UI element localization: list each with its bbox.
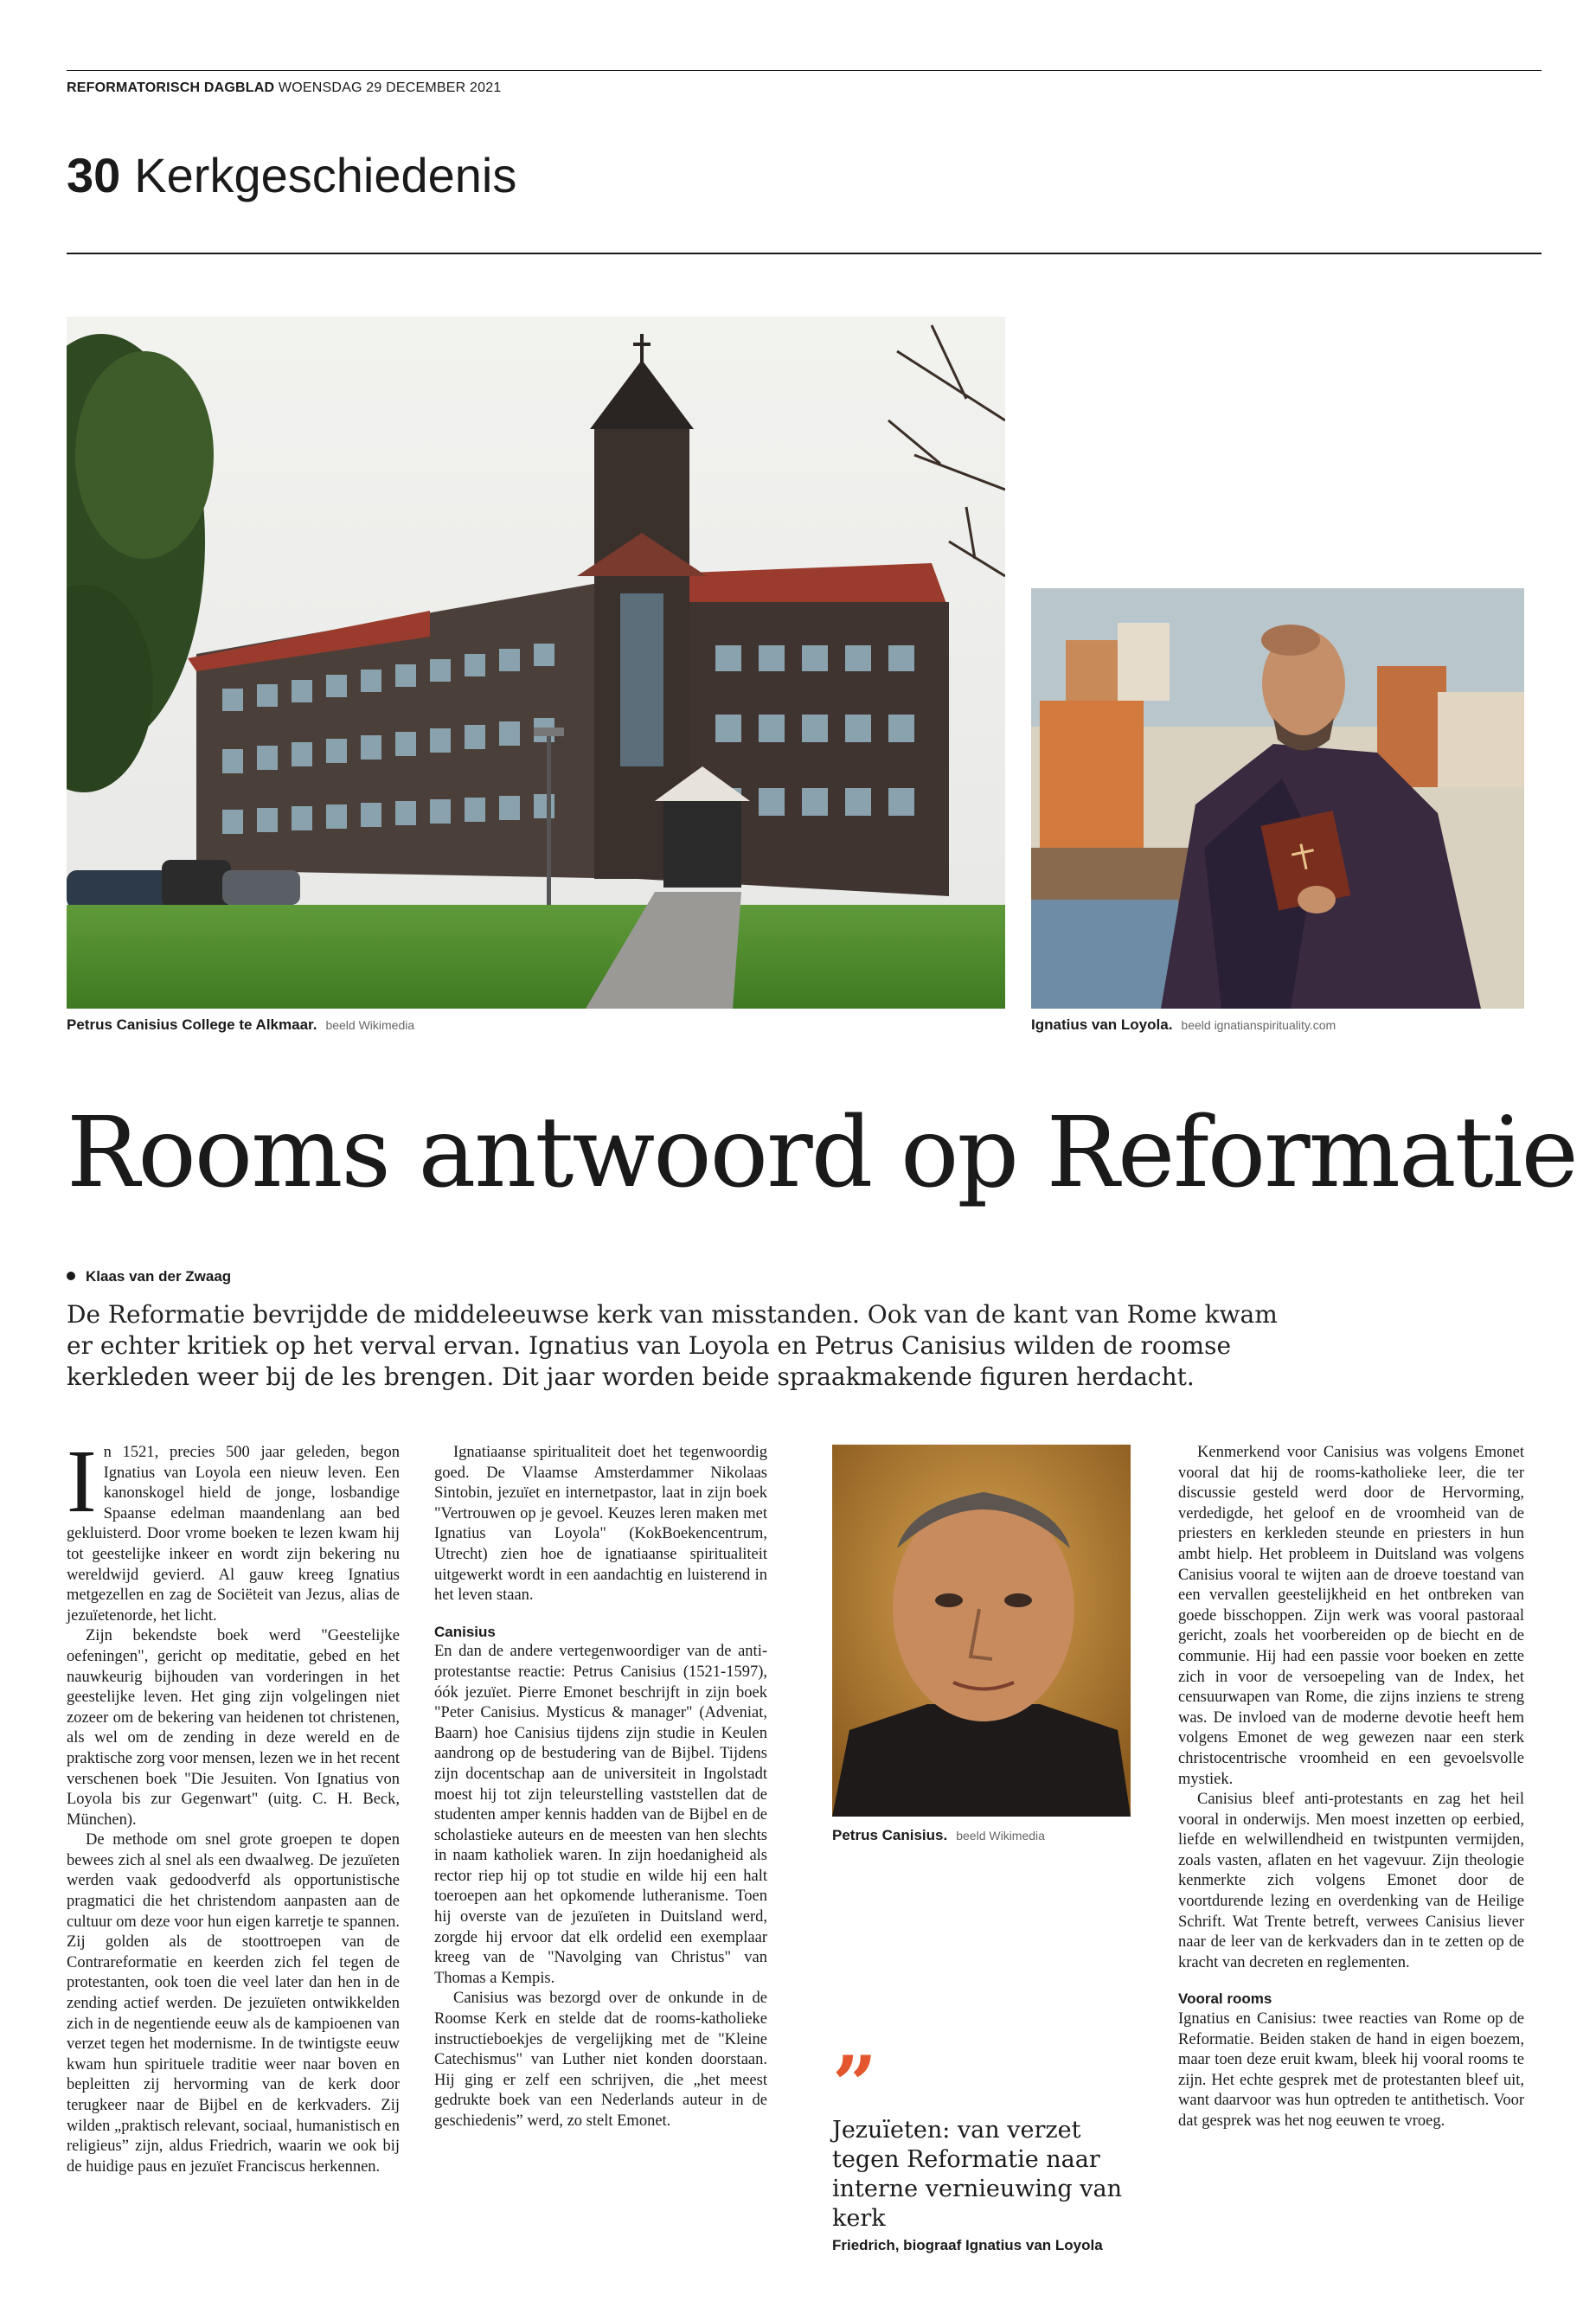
col4-paragraph-1: Kenmerkend voor Canisius was volgens Emonet vooral dat hij de rooms-katholieke leer, die ter discussie gesteld werd door de Hervorming, verdedigde, het geloof en de vroomheid van de priesters en kerkleden steunde en priesters in hun ambt hielp. Het probleem in Duitsland was volgens Canisius vooral te wijten aan de droeve toestand van een vervallen geestelijkheid en het ontbreken van goede bisschoppen. Zijn werk was vooral pastoraal gericht, zoals het voorbereiden op de biecht en de communie. Hij had een passie voor boeken en zette zich in voor de versoepeling van de Index, het censuurwapen van Rome, die zijns inziens te streng was. De invloed van de moderne devotie heeft hem volgens Emonet de weg gewezen naar een sterk christocentrische vroomheid en een gevoelsvolle mystiek. [1178,1444,1524,1788]
section-rule [67,253,1542,254]
canisius-credit: beeld Wikimedia [956,1829,1045,1843]
pull-quote-attribution: Friedrich, biograaf Ignatius van Loyola [832,2237,1103,2253]
column-4 [1178,1443,1524,2132]
col1-paragraph-3: De methode om snel grote groepen te dopen bewees zich al snel als een dwaalweg. De jezuïeten werden vaak gedoodverfd als opportunistische pragmatici die het christendom aanpasten aan de cultuur om deze voor hun eigen karretje te spannen. Zij golden als de stoottroepen van de Contrareformatie en keerden zich fel tegen de protestanten, ook toen die veel later dan hen in de zending actief werden. De jezuïeten ontwikkelden zich in de negentiende eeuw als de kampioenen van verzet tegen het modernisme. In de twintigste eeuw kwam hun spirituele traditie weer naar boven en bepleitten zij hervorming van de kerk door terugkeer naar de Bijbel en de kerkvaders. Zij wilden „praktisch relevant, sociaal, humanistisch en religieus” zijn, aldus Friedrich, waarin we ook bij de huidige paus en jezuïet Franciscus herkennen. [67,1831,400,2176]
headline: Rooms antwoord op Reformatie [67,1097,1577,1209]
lead-paragraph: De Reformatie bevrijdde de middeleeuwse kerk van misstanden. Ook van de kant van Rome kwam er echter kritiek op het verval ervan. Ignatius van Loyola en Petrus Canisius wilden de roomse kerkleden weer bij de les brengen. Dit jaar worden beide spraakmakende figuren herdacht. [67,1300,1278,1391]
col4-paragraph-2: Canisius bleef anti-protestants en zag het heil vooral in onderwijs. Men moest inzetten op eerbied, liefde en welwillendheid en twistpunten vermijden, zoals vasten, aflaten en het vagevuur. Zijn theologie kenmerkte zich volgens Emonet door de voortdurende lezing en overdenking van de Heilige Schrift. Wat Trente betreft, verwees Canisius liever naar de leer van de kerkvaders dan in te zetten op de kracht van decreten en reglementen. [1178,1791,1524,1971]
college-photo [67,317,1005,1009]
page-number: 30 [67,148,121,202]
college-caption-text: Petrus Canisius College te Alkmaar. [67,1016,317,1033]
subhead-vooral-rooms: Vooral rooms [1178,1990,1272,2008]
col1-p1-text: n 1521, precies 500 jaar geleden, begon Ignatius van Loyola een nieuw leven. Een kanonskogel hield de jonge, losbandige Spaanse edelman maandenlang aan bed gekluisterd. Door vrome boeken te lezen kwam hij tot geestelijke inkeer en wordt zijn bekering nu wereldwijd gevierd. Al gauw kreeg Ignatius metgezellen en zag de Sociëteit van Jezus, alias de jezuïetenorde, het licht. [67,1444,400,1625]
loyola-illustration [1031,588,1524,1009]
canisius-caption-text: Petrus Canisius. [832,1827,948,1843]
pull-quote-text: Jezuïeten: van verzet tegen Reformatie naar interne vernieuwing van kerk [832,2117,1122,2232]
col4-paragraph-3: Ignatius en Canisius: twee reacties van Rome op de Reformatie. Beiden staken de hand in eigen boezem, maar toen deze eruit kwam, bleek hij vooral rooms te zijn. Het echte gesprek met de protestanten bleef uit, want daarvoor was hun optreden te antithetisch. Voor dat gesprek was het nog eeuwen te vroeg. [1178,2010,1524,2130]
col1-paragraph-2: Zijn bekendste boek werd "Geestelijke oefeningen", gericht op meditatie, gebed en het nauwkeurig bijhouden van vorderingen in het geestelijke leven. Het ging zijn volgelingen niet zozeer om de bekering van heidenen tot christenen, als wel om de zending in deze wereld en de praktische zorg voor mensen, lezen we in het recent verschenen boek "Die Jesuiten. Von Ignatius von Loyola bis zur Gegenwart" (uitg. C. H. Beck, München). [67,1627,400,1829]
byline-bullet [67,1272,75,1280]
loyola-painting [1031,588,1524,1009]
subhead-canisius: Canisius [434,1623,496,1640]
col2-paragraph-2: En dan de andere vertegenwoordiger van de anti-protestantse reactie: Petrus Canisius (1521-1597), óók jezuïet. Pierre Emonet beschrijft in zijn boek "Peter Canisius. Mysticus & manager" (Adveniat, Baarn) hoe Canisius tijdens zijn studie in Keulen aandrong op de bestudering van de Bijbel. Tijdens zijn docentschap aan de universiteit in Ingolstadt moest hij tot zijn teleurstelling vaststellen dat de studenten amper kennis hadden van de Bijbel en de scholastieke auteurs en de meesten van hen slechts in naam katholiek waren. In zijn hoedanigheid als rector riep hij op tot studie en wilde hij een halt toeroepen aan het opkomende lutheranisme. Toen hij overste van de jezuïeten in Duitsland werd, zorgde hij ervoor dat elk ordelid een exemplaar kreeg van de "Navolging van Christus" van Thomas a Kempis. [434,1643,767,1987]
col2-paragraph-3: Canisius was bezorgd over de onkunde in de Roomse Kerk en stelde dat de rooms-katholieke instructieboekjes de vergelijking met de "Kleine Catechismus" van Luther niet konden doorstaan. Hij ging er zelf een schrijven, die „het meest gedrukte boek van een Nederlands auteur in de geschiedenis” werd, zo stelt Emonet. [434,1990,767,2130]
masthead-paper: REFORMATORISCH DAGBLAD [67,80,275,95]
pull-quote [832,2039,1131,2254]
section-header [67,147,516,203]
dropcap: I [67,1432,97,1531]
byline [67,1268,231,1285]
section-title: Kerkgeschiedenis [134,148,517,202]
column-1 [67,1432,400,2177]
top-rule [67,70,1542,71]
loyola-caption [1031,1016,1336,1034]
college-illustration [67,317,1005,1009]
canisius-portrait [832,1445,1131,1817]
loyola-credit: beeld ignatianspirituality.com [1181,1018,1336,1032]
masthead-date: WOENSDAG 29 DECEMBER 2021 [278,80,502,95]
college-caption [67,1016,414,1034]
quote-mark-icon: ” [832,2039,877,2131]
col1-paragraph-1 [67,1432,400,1626]
loyola-caption-text: Ignatius van Loyola. [1031,1016,1173,1033]
author-name: Klaas van der Zwaag [86,1268,232,1285]
college-credit: beeld Wikimedia [325,1018,415,1032]
masthead [67,80,501,96]
column-2 [434,1443,767,2132]
col2-paragraph-1: Ignatiaanse spiritualiteit doet het tegenwoordig goed. De Vlaamse Amsterdammer Nikolaas Sintobin, jezuïet en internetpastor, laat in zijn boek "Vertrouwen op je gevoel. Keuzes leren maken met Ignatius van Loyola" (KokBoekencentrum, Utrecht) zien hoe de ignatiaanse spiritualiteit uitgewerkt wordt in een aandachtig en luisterend in het leven staan. [434,1444,767,1605]
canisius-illustration [832,1445,1131,1817]
canisius-caption [832,1827,1045,1844]
